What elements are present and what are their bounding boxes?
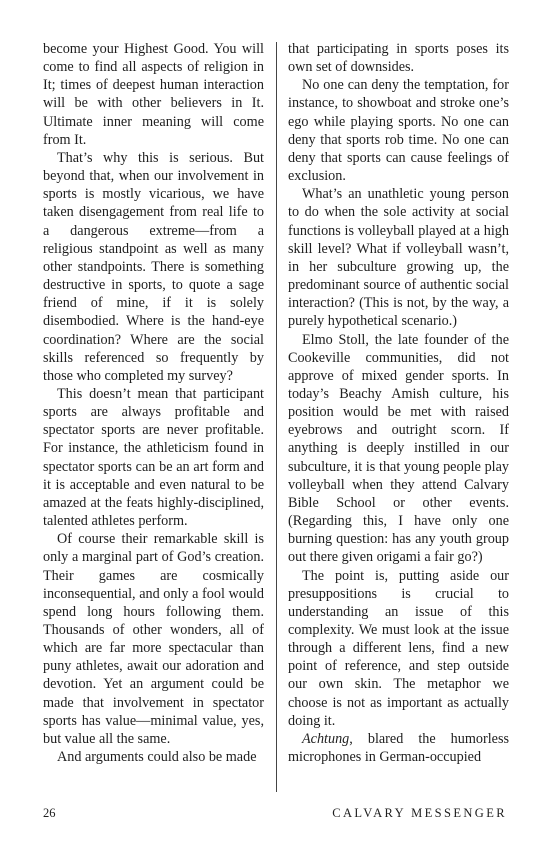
publication-title: CALVARY MESSENGER bbox=[332, 806, 507, 820]
paragraph: The point is, putting aside our presuppositions is crucial to understanding an issue of this complexity. We must look at the issue through a different lens, find a new point of reference, and step outside our own skin. The metaphor we choose is not as important as actually doing it. bbox=[288, 567, 509, 729]
column-divider bbox=[276, 42, 277, 792]
paragraph-text: , blared the humorless microphones in German-occupied bbox=[288, 730, 509, 766]
paragraph: Elmo Stoll, the late founder of the Cookeville communities, did not approve of mixed gender sports. In today’s Beachy Amish culture, his position would be met with raised eyebrows and outright scorn. If anything is deeply instilled in our subculture, it is that young people play volleyball when they attend Calvary Bible School or other events. (Regarding this, I have only one burning question: has any youth group out there given origami a fair go?) bbox=[288, 331, 509, 566]
italic-word: Achtung bbox=[302, 730, 350, 747]
paragraph: No one can deny the temptation, for instance, to showboat and stroke one’s ego while playing sports. No one can deny that sports rob time. No one can deny that sports can cause feelings of exclusion. bbox=[288, 77, 509, 185]
paragraph: This doesn’t mean that participant sports are always profitable and spectator sports are never profitable. For instance, the athleticism found in spectator sports can be an art form and it is acceptable and even natural to be amazed at the feats highly-disciplined, talented athletes perform. bbox=[43, 385, 264, 530]
paragraph: Of course their remarkable skill is only a marginal part of God’s creation. Their games are cosmically inconsequential, and only a fool would spend long hours following them. Thousands of other wonders, all of which are far more spectacular than puny athletes, await our adoration and devotion. Yet an argument could be made that involvement in spectator sports has value—minimal value, yes, but value all the same. bbox=[43, 531, 264, 747]
paragraph: become your Highest Good. You will come to find all aspects of religion in It; times of deepest human interaction will be with other believers in It. Ultimate inner meaning will come from It. bbox=[43, 41, 264, 148]
paragraph: That’s why this is serious. But beyond that, when our involvement in sports is mostly vicarious, we have taken disengagement from real life to a dangerous extreme—from a religious standpoint as well as many other standpoints. There is something destructive in sports, to quote a sage friend of mine, if it is solely disembodied. Where is the hand-eye coordination? Where are the social skills referenced so frequently by those who completed my survey? bbox=[43, 149, 264, 384]
paragraph: And arguments could also be made bbox=[57, 749, 257, 766]
left-column bbox=[43, 40, 264, 766]
right-column bbox=[288, 40, 509, 766]
paragraph: that participating in sports poses its own set of downsides. bbox=[288, 41, 509, 76]
paragraph bbox=[288, 730, 509, 766]
page-number: 26 bbox=[43, 806, 56, 820]
paragraph: What’s an unathletic young person to do when the sole activity at social functions is volleyball played at a high skill level? What if volleyball wasn’t, in her subculture growing up, the predominant source of authentic social interaction? (This is not, by the way, a purely hypothetical scenario.) bbox=[288, 186, 509, 330]
